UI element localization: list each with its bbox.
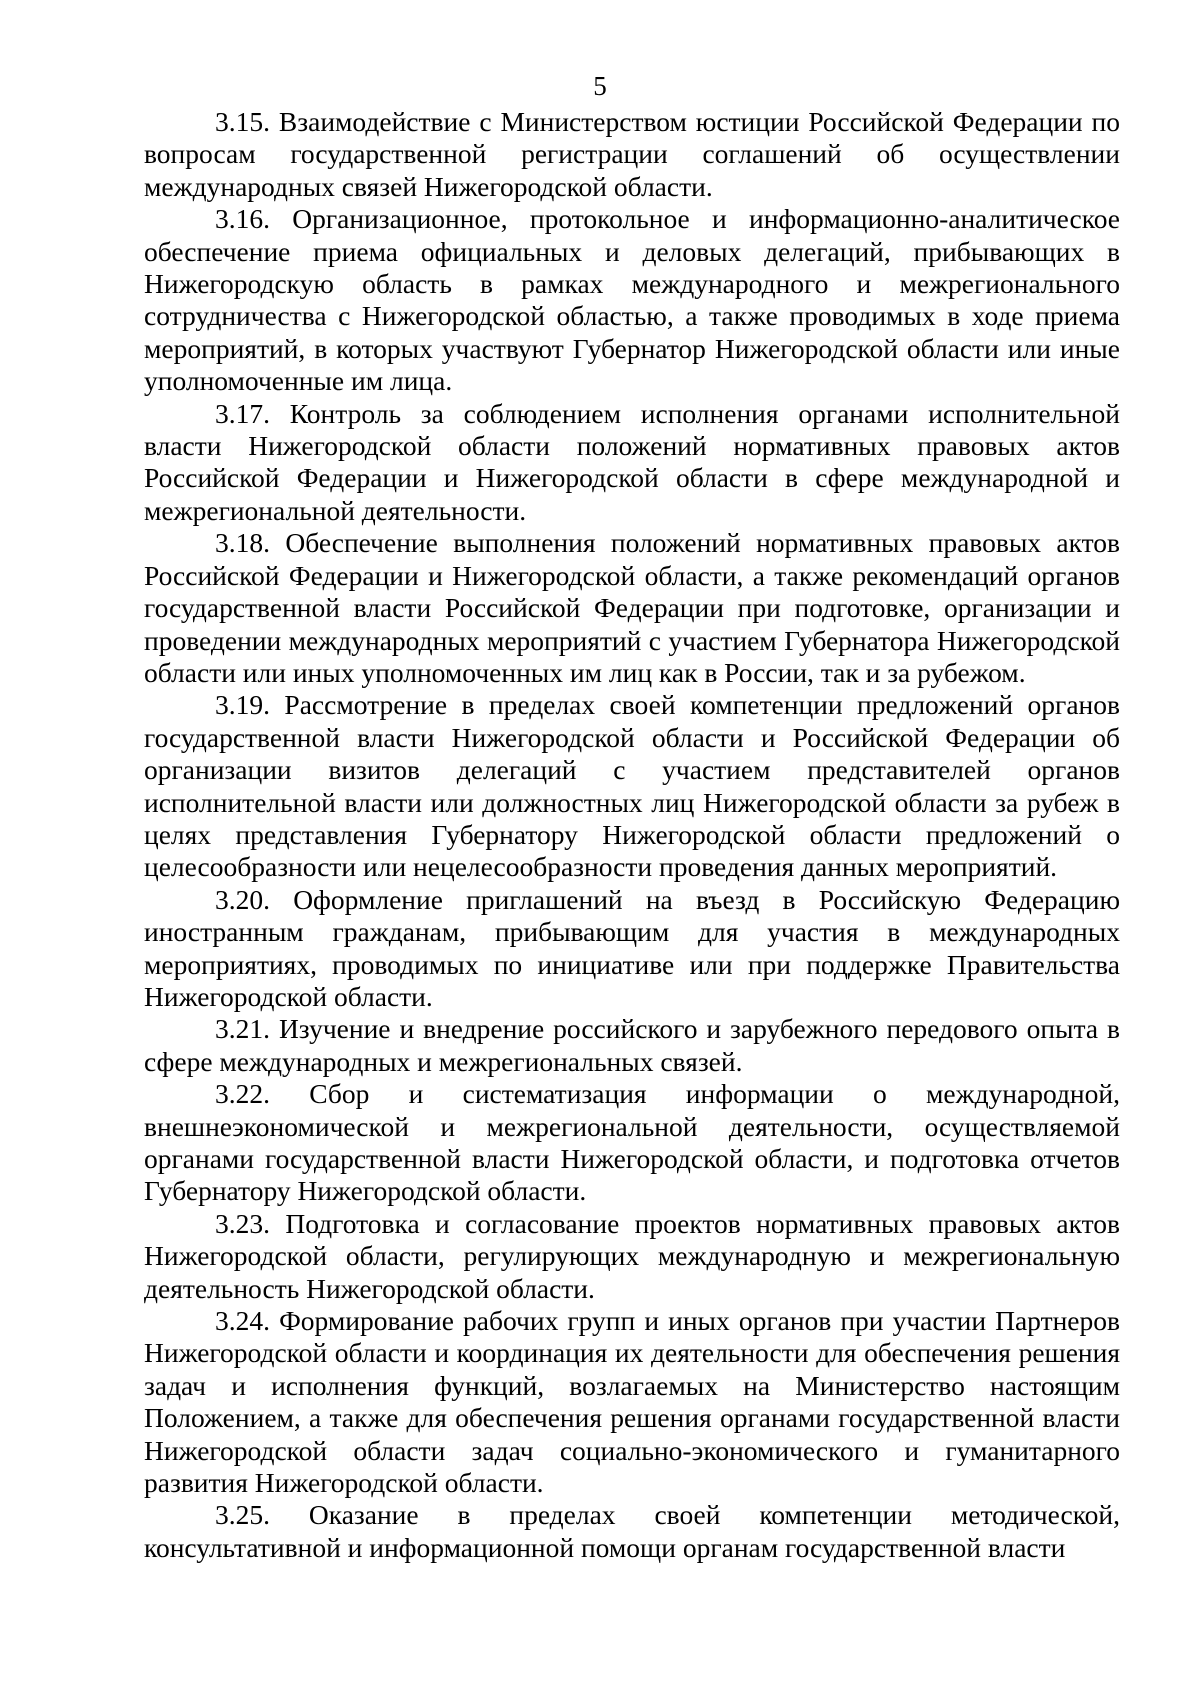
paragraph-3-20: 3.20. Оформление приглашений на въезд в Российскую Федерацию иностранным гражданам, прибывающим для участия в международных мероприятиях, проводимых по инициативе или при поддержке Правительства Нижегородской области. [144,883,1120,1012]
paragraph-3-25: 3.25. Оказание в пределах своей компетенции методической, консультативной и информационной помощи органам государственной власти [144,1499,1120,1563]
paragraph-3-18: 3.18. Обеспечение выполнения положений нормативных правовых актов Российской Федерации и Нижегородской области, а также рекомендаций органов государственной власти Российской Федерации при подготовке, организации и проведении международных мероприятий с участием Губернатора Нижегородской области или иных уполномоченных им лиц как в России, так и за рубежом. [144,527,1120,688]
paragraph-3-21: 3.21. Изучение и внедрение российского и зарубежного передового опыта в сфере международных и межрегиональных связей. [144,1013,1120,1077]
document-body [144,106,1120,1564]
paragraph-3-24: 3.24. Формирование рабочих групп и иных органов при участии Партнеров Нижегородской области и координация их деятельности для обеспечения решения задач и исполнения функций, возлагаемых на Министерство настоящим Положением, а также для обеспечения решения органами государственной власти Нижегородской области задач социально-экономического и гуманитарного развития Нижегородской области. [144,1305,1120,1499]
paragraph-3-23: 3.23. Подготовка и согласование проектов нормативных правовых актов Нижегородской области, регулирующих международную и межрегиональную деятельность Нижегородской области. [144,1207,1120,1304]
page-number: 5 [593,71,607,101]
paragraph-3-15: 3.15. Взаимодействие с Министерством юстиции Российской Федерации по вопросам государственной регистрации соглашений об осуществлении международных связей Нижегородской области. [144,106,1120,202]
paragraph-3-22: 3.22. Сбор и систематизация информации о международной, внешнеэкономической и межрегиональной деятельности, осуществляемой органами государственной власти Нижегородской области, и подготовка отчетов Губернатору Нижегородской области. [144,1078,1120,1207]
paragraph-3-17: 3.17. Контроль за соблюдением исполнения органами исполнительной власти Нижегородской области положений нормативных правовых актов Российской Федерации и Нижегородской области в сфере международной и межрегиональной деятельности. [144,397,1120,526]
paragraph-3-16: 3.16. Организационное, протокольное и информационно-аналитическое обеспечение приема официальных и деловых делегаций, прибывающих в Нижегородскую область в рамках международного и межрегионального сотрудничества с Нижегородской областью, а также проводимых в ходе приема мероприятий, в которых участвуют Губернатор Нижегородской области или иные уполномоченные им лица. [144,203,1120,397]
paragraph-3-19: 3.19. Рассмотрение в пределах своей компетенции предложений органов государственной власти Нижегородской области и Российской Федерации об организации визитов делегаций с участием представителей органов исполнительной власти или должностных лиц Нижегородской области за рубеж в целях представления Губернатору Нижегородской области предложений о целесообразности или нецелесообразности проведения данных мероприятий. [144,689,1120,883]
